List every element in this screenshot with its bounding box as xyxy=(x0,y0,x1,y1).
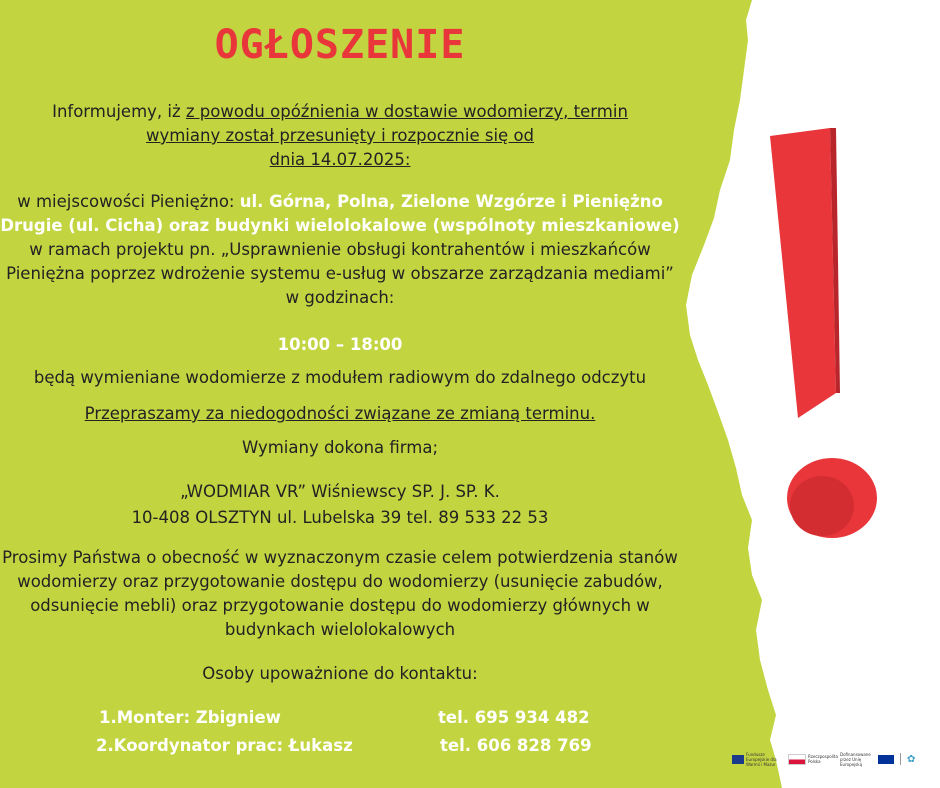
contact-phone-1: tel. 695 934 482 xyxy=(438,708,590,727)
contact-role-1: 1.Monter: Zbigniew xyxy=(99,708,281,727)
contacts-heading: Osoby upoważnione do kontaktu: xyxy=(202,664,478,683)
location-prefix: w miejscowości Pieniężno: xyxy=(17,192,240,211)
request-paragraph: Prosimy Państwa o obecność w wyznaczonym czasie celem potwierdzenia stanów wodomierzy oraz przygotowanie dostępu do wodomierzy (usunięcie zabudów, odsunięcie mebli) oraz przygotowanie dostępu do wodomierzy głównych w budynkach wielolokalowych xyxy=(2,548,678,639)
fe-logo xyxy=(732,752,782,767)
intro-paragraph xyxy=(0,100,680,172)
location-streets: ul. Górna, Polna, Zielone Wzgórze i Pieniężno Drugie (ul. Cicha) oraz budynki wielolokalowe (wspólnoty mieszkaniowe) xyxy=(0,192,680,235)
contact-role-2: 2.Koordynator prac: Łukasz xyxy=(96,736,353,755)
funding-logos-bar xyxy=(732,750,932,768)
fe-logo-icon xyxy=(732,755,744,764)
intro-underlined-3: dnia 14.07.2025: xyxy=(269,150,411,169)
fe-logo-text: Fundusze Europejskie dla Warmii i Mazur xyxy=(746,751,777,767)
pl-logo xyxy=(788,754,838,765)
eu-logo xyxy=(840,752,894,767)
pl-logo-text: Rzeczpospolita Polska xyxy=(808,754,838,764)
intro-text: Informujemy, iż xyxy=(52,102,186,121)
location-suffix: w ramach projektu pn. „Usprawnienie obsługi kontrahentów i mieszkańców Pieniężna poprzez wdrożenie systemu e-usług w obszarze zarządzania mediami” w godzinach: xyxy=(6,240,674,307)
page-title: OGŁOSZENIE xyxy=(214,22,466,68)
pl-flag-icon xyxy=(788,754,806,765)
company-intro: Wymiany dokona firma; xyxy=(241,438,439,457)
exclamation-mark-icon xyxy=(760,128,890,538)
replacement-line: będą wymieniane wodomierze z modułem radiowym do zdalnego odczytu xyxy=(33,368,647,387)
municipal-logo-icon: ✿ xyxy=(907,753,916,765)
apology-line: Przepraszamy za niedogodności związane ze zmianą terminu. xyxy=(84,404,596,423)
contact-phone-2: tel. 606 828 769 xyxy=(440,736,592,755)
eu-flag-icon xyxy=(878,755,894,764)
divider xyxy=(900,753,901,765)
intro-underlined-1: z powodu opóźnienia w dostawie wodomierzy, termin xyxy=(185,102,628,121)
eu-logo-text: Dofinansowane przez Unię Europejską xyxy=(840,751,871,767)
intro-underlined-2: wymiany został przesunięty i rozpocznie się od xyxy=(145,126,535,145)
hours: 10:00 – 18:00 xyxy=(277,335,403,354)
company-address: 10-408 OLSZTYN ul. Lubelska 39 tel. 89 533 22 53 xyxy=(131,508,549,527)
company-name: „WODMIAR VR” Wiśniewscy SP. J. SP. K. xyxy=(180,482,500,501)
location-paragraph xyxy=(0,190,680,310)
